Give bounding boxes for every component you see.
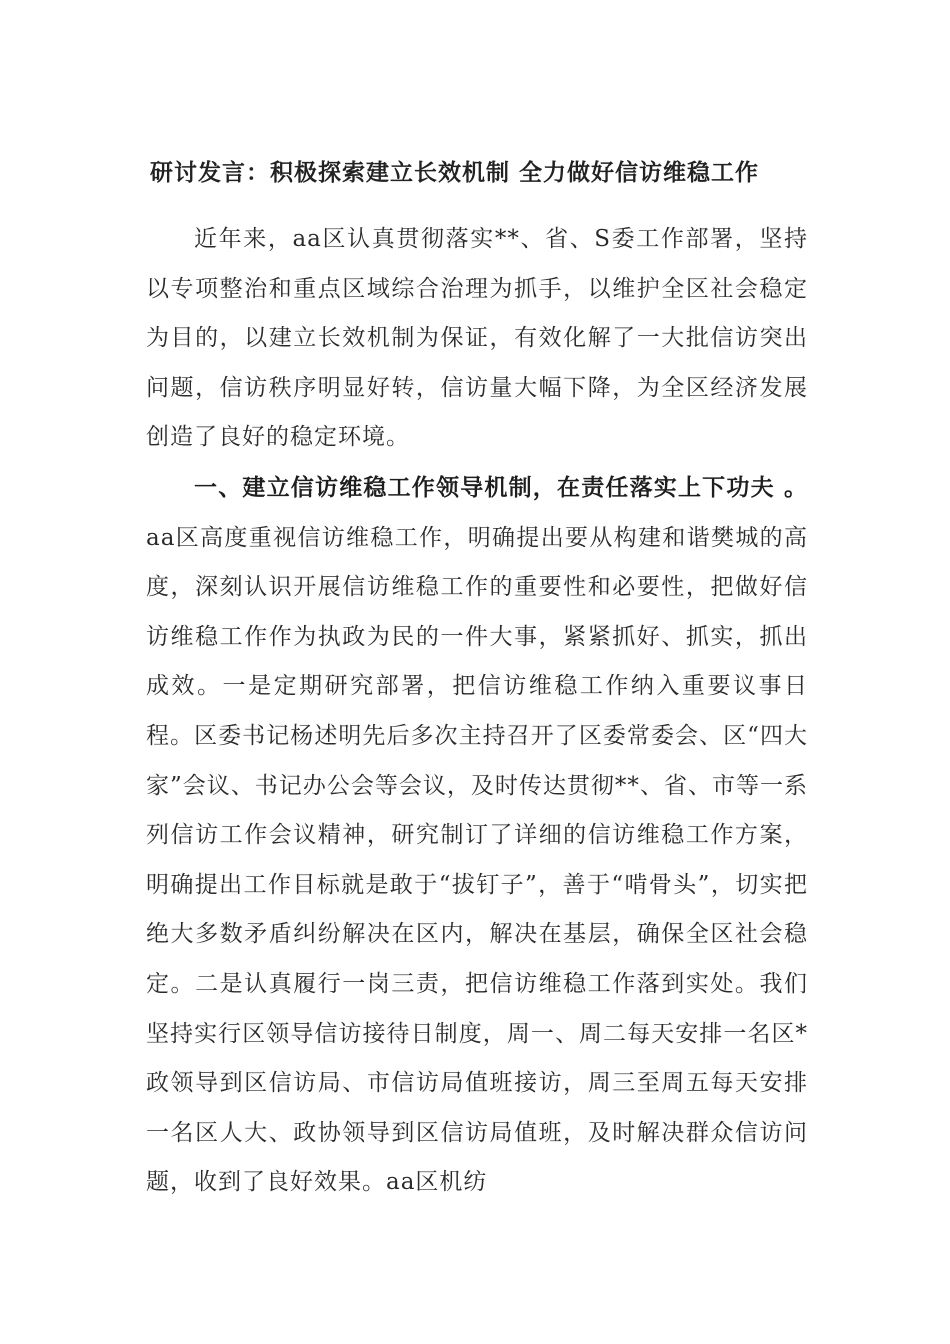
document-body <box>146 215 808 1208</box>
document-title: 研讨发言：积极探索建立长效机制 全力做好信访维稳工作 <box>150 159 760 186</box>
section-1-body: aa区高度重视信访维稳工作，明确提出要从构建和谐樊城的高度，深刻认识开展信访维稳工作的重要性和必要性，把做好信访维稳工作作为执政为民的一件大事，紧紧抓好、抓实，抓出成效。一是定期研究部署，把信访维稳工作纳入重要议事日程。区委书记杨述明先后多次主持召开了区委常委会、区“四大家”会议、书记办公会等会议，及时传达贯彻**、省、市等一系列信访工作会议精神，研究制订了详细的信访维稳工作方案，明确提出工作目标就是敢于“拔钉子”，善于“啃骨头”，切实把绝大多数矛盾纠纷解决在区内，解决在基层，确保全区社会稳定。二是认真履行一岗三责，把信访维稳工作落到实处。我们坚持实行区领导信访接待日制度，周一、周二每天安排一名区*政领导到区信访局、市信访局值班接访，周三至周五每天安排一名区人大、政协领导到区信访局值班，及时解决群众信访问题，收到了良好效果。aa区机纺 <box>146 524 808 1196</box>
section-1-paragraph <box>146 463 808 1208</box>
section-1-heading: 一、建立信访维稳工作领导机制，在责任落实上下功夫 。 <box>194 473 808 501</box>
intro-paragraph: 近年来，aa区认真贯彻落实**、省、S委工作部署，坚持以专项整治和重点区域综合治理为抓手，以维护全区社会稳定为目的，以建立长效机制为保证，有效化解了一大批信访突出问题，信访秩序明显好转，信访量大幅下降，为全区经济发展创造了良好的稳定环境。 <box>146 226 808 451</box>
